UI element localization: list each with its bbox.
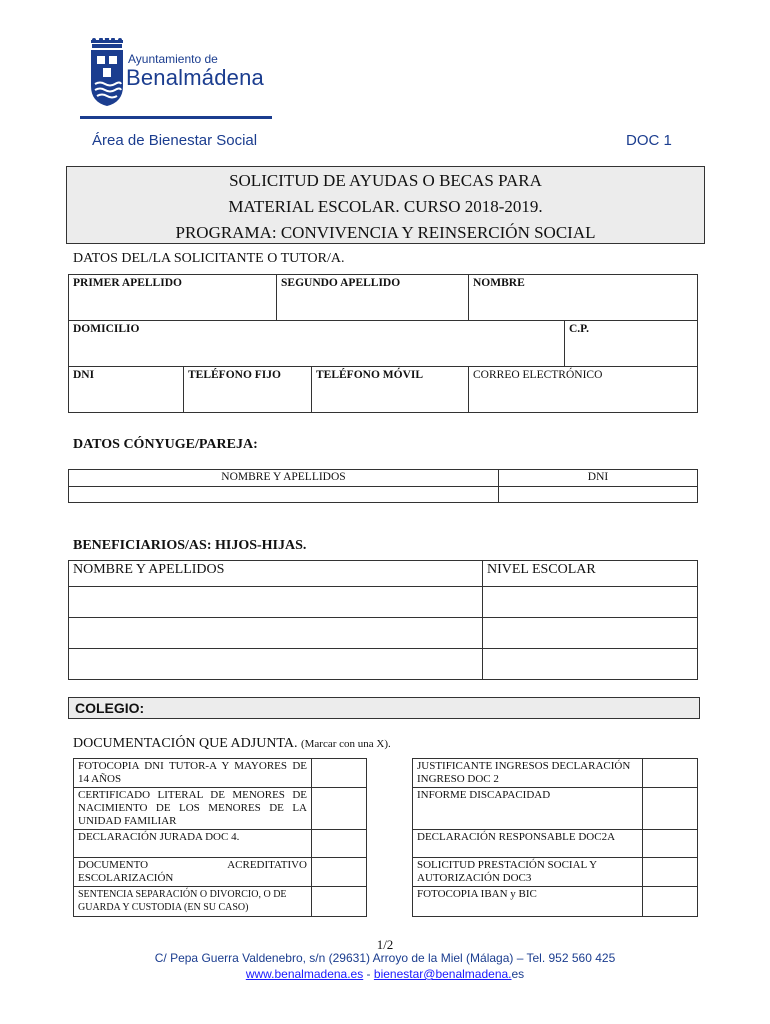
doc-item-label: CERTIFICADO LITERAL DE MENORES DE NACIMIENTO DE LOS MENORES DE LA UNIDAD FAMILIAR <box>74 788 312 830</box>
documents-heading-text: DOCUMENTACIÓN QUE ADJUNTA. <box>73 736 298 751</box>
page-number: 1/2 <box>376 937 394 952</box>
logo-line-1: Ayuntamiento de <box>128 52 218 66</box>
beneficiary-level-input[interactable] <box>483 618 698 649</box>
table-row <box>74 858 367 887</box>
doc-checkbox[interactable] <box>312 788 367 830</box>
spouse-name-header: NOMBRE Y APELLIDOS <box>69 470 499 487</box>
beneficiary-name-input[interactable] <box>69 649 483 680</box>
table-row <box>69 618 698 649</box>
table-row <box>413 887 698 917</box>
title-line-3: PROGRAMA: CONVIVENCIA Y REINSERCIÓN SOCIAL <box>175 223 596 242</box>
spouse-name-input[interactable] <box>69 487 499 503</box>
municipality-logo <box>88 38 268 108</box>
spouse-table <box>68 469 698 503</box>
field-label: CORREO ELECTRÓNICO <box>473 369 603 381</box>
beneficiaries-heading: BENEFICIARIOS/AS: HIJOS-HIJAS. <box>73 538 307 553</box>
spouse-heading: DATOS CÓNYUGE/PAREJA: <box>73 437 258 452</box>
beneficiary-level-input[interactable] <box>483 649 698 680</box>
field-label: NOMBRE <box>473 277 525 289</box>
email-tail: es <box>511 967 525 981</box>
table-row <box>413 788 698 830</box>
colegio-field[interactable] <box>68 697 700 719</box>
doc-item-label: DECLARACIÓN JURADA DOC 4. <box>74 830 312 858</box>
telefono-fijo-field[interactable] <box>184 367 312 413</box>
doc-item-label: SOLICITUD PRESTACIÓN SOCIAL Y AUTORIZACIÓN DOC3 <box>413 858 643 887</box>
doc-item-label: FOTOCOPIA DNI TUTOR-A Y MAYORES DE 14 AÑOS <box>74 759 312 788</box>
footer-address: C/ Pepa Guerra Valdenebro, s/n (29631) Arroyo de la Miel (Málaga) – Tel. 952 560 425 <box>154 951 616 965</box>
contact-table <box>68 366 698 413</box>
doc-code: DOC 1 <box>626 132 672 149</box>
table-row <box>413 858 698 887</box>
field-label: TELÉFONO MÓVIL <box>316 369 424 381</box>
field-label: SEGUNDO APELLIDO <box>281 277 401 289</box>
primer-apellido-field[interactable] <box>69 275 277 321</box>
doc-checkbox[interactable] <box>643 759 698 788</box>
applicant-table <box>68 274 698 321</box>
footer-links <box>0 967 770 981</box>
table-row <box>69 587 698 618</box>
doc-checkbox[interactable] <box>312 759 367 788</box>
documents-heading <box>73 736 391 752</box>
doc-item-label: JUSTIFICANTE INGRESOS DECLARACIÓN INGRESO DOC 2 <box>413 759 643 788</box>
documents-left-table <box>73 758 367 917</box>
beneficiary-name-header: NOMBRE Y APELLIDOS <box>69 561 483 587</box>
doc-checkbox[interactable] <box>643 788 698 830</box>
table-row <box>413 830 698 858</box>
field-label: PRIMER APELLIDO <box>73 277 182 289</box>
field-label: DOMICILIO <box>73 323 140 335</box>
doc-checkbox[interactable] <box>643 858 698 887</box>
area-label: Área de Bienestar Social <box>92 132 258 149</box>
form-title <box>66 166 705 244</box>
correo-field[interactable] <box>469 367 698 413</box>
doc-checkbox[interactable] <box>312 830 367 858</box>
field-label: DNI <box>73 369 95 381</box>
table-row <box>413 759 698 788</box>
doc-item-label: DOCUMENTO ACREDITATIVO ESCOLARIZACIÓN <box>74 858 312 887</box>
doc-item-label: INFORME DISCAPACIDAD <box>413 788 643 830</box>
doc-item-label: FOTOCOPIA IBAN y BIC <box>413 887 643 917</box>
coat-of-arms-icon <box>88 38 126 108</box>
nombre-field[interactable] <box>469 275 698 321</box>
address-table <box>68 320 698 367</box>
doc-item-label: SENTENCIA SEPARACIÓN O DIVORCIO, O DE GUARDA Y CUSTODIA (EN SU CASO) <box>74 887 312 917</box>
title-line-2: MATERIAL ESCOLAR. CURSO 2018-2019. <box>228 197 543 216</box>
documents-note: (Marcar con una X). <box>300 738 391 750</box>
doc-checkbox[interactable] <box>312 858 367 887</box>
logo-divider <box>80 116 272 119</box>
documents-right-table <box>412 758 698 917</box>
title-line-1: SOLICITUD DE AYUDAS O BECAS PARA <box>229 171 542 190</box>
telefono-movil-field[interactable] <box>312 367 469 413</box>
beneficiary-level-header: NIVEL ESCOLAR <box>483 561 698 587</box>
domicilio-field[interactable] <box>69 321 565 367</box>
beneficiary-name-input[interactable] <box>69 618 483 649</box>
logo-line-2: Benalmádena <box>126 65 264 90</box>
spouse-dni-input[interactable] <box>499 487 698 503</box>
table-row <box>69 649 698 680</box>
doc-checkbox[interactable] <box>643 830 698 858</box>
doc-checkbox[interactable] <box>312 887 367 917</box>
field-label: COLEGIO: <box>75 700 145 716</box>
doc-item-label: DECLARACIÓN RESPONSABLE DOC2A <box>413 830 643 858</box>
doc-checkbox[interactable] <box>643 887 698 917</box>
table-row <box>74 759 367 788</box>
beneficiary-level-input[interactable] <box>483 587 698 618</box>
beneficiary-name-input[interactable] <box>69 587 483 618</box>
email-link[interactable]: bienestar@benalmadena. <box>373 967 512 981</box>
field-label: TELÉFONO FIJO <box>188 369 281 381</box>
spouse-dni-header: DNI <box>499 470 698 487</box>
cp-field[interactable] <box>565 321 698 367</box>
dni-field[interactable] <box>69 367 184 413</box>
table-row <box>74 887 367 917</box>
field-label: C.P. <box>569 323 590 335</box>
website-link[interactable]: www.benalmadena.es <box>245 967 364 981</box>
applicant-heading: DATOS DEL/LA SOLICITANTE O TUTOR/A. <box>73 251 345 266</box>
table-row <box>74 788 367 830</box>
beneficiaries-table <box>68 560 698 680</box>
segundo-apellido-field[interactable] <box>277 275 469 321</box>
table-row <box>74 830 367 858</box>
footer-separator: - <box>363 967 374 981</box>
